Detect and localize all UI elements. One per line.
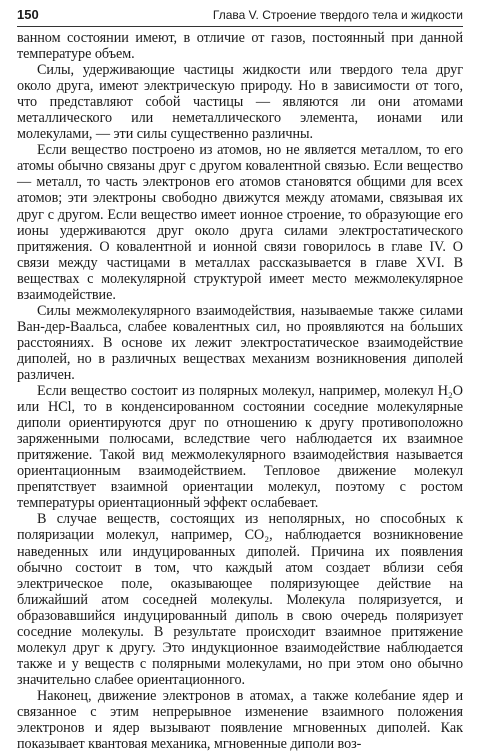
paragraph: В случае веществ, состоящих из неполярных, но способных к поляризации молекул, например, CO₂, наблюдается возникновение наведенных или индуцированных диполей. Причина их появления обычно состоит в том, что каждый атом создает вблизи себя электрическое поле, оказывающее поляризующее действие на ближайший атом соседней молекулы. Молекула поляризуется, и образовавшийся индуцированный диполь в свою очередь поляризует соседние молекулы. В результате происходит взаимное притяжение молекул друг к другу. Это индукционное взаимодействие наблюдается также и у веществ с полярными молекулами, но при этом оно обычно значительно слабее ориентационного. — [17, 511, 463, 688]
paragraph-continuation: ванном состоянии имеют, в отличие от газов, постоянный при данной температуре объем. — [17, 30, 463, 63]
paragraph: Силы, удерживающие частицы жидкости или твердого тела друг около друга, имеют электрическую природу. Но в зависимости от того, что представляют собой частицы — являются ли они атомами металлического или неметаллического элемента, ионами или молекулами, — эти силы существенно различны. — [17, 62, 463, 143]
body-text — [17, 30, 463, 752]
paragraph: Если вещество построено из атомов, но не является металлом, то его атомы обычно связаны друг с другом ковалентной связью. Если вещество — металл, то часть электронов его атомов становятся общими для всех атомов; эти электроны свободно движутся между атомами, связывая их друг с другом. Если вещество имеет ионное строение, то образующие его ионы удерживаются друг около друга силами электростатического притяжения. О ковалентной и ионной связи говорилось в главе IV. О связи между частицами в металлах рассказывается в главе XVI. В веществах с молекулярной структурой имеет место межмолекулярное взаимодействие. — [17, 142, 463, 303]
page-number: 150 — [17, 7, 39, 22]
running-title: Глава V. Строение твердого тела и жидкости — [212, 8, 463, 22]
paragraph: Силы межмолекулярного взаимодействия, называемые также силами Ван-дер-Ваальса, слабее ковалентных сил, но проявляются на бо́льших расстояниях. В основе их лежит электростатическое взаимодействие диполей, но в различных веществах механизм возникновения диполей различен. — [17, 302, 463, 383]
paragraph: Наконец, движение электронов в атомах, а также колебание ядер и связанное с этим непрерывное изменение взаимного положения электронов и ядер вызывают появление мгновенных диполей. Как показывает квантовая механика, мгновенные диполи воз- — [17, 687, 463, 752]
paragraph: Если вещество состоит из полярных молекул, например, молекул H₂O или HCl, то в конденсированном состоянии соседние молекулярные диполи ориентируются друг по отношению к другу противоположно заряженными полюсами, вследствие чего наблюдается их взаимное притяжение. Такой вид межмолекулярного взаимодействия называется ориентационным взаимодействием. Тепловое движение молекул препятствует взаимной ориентации молекул, поэтому с ростом температуры ориентационный эффект ослабевает. — [17, 383, 463, 512]
page-header — [17, 6, 463, 27]
